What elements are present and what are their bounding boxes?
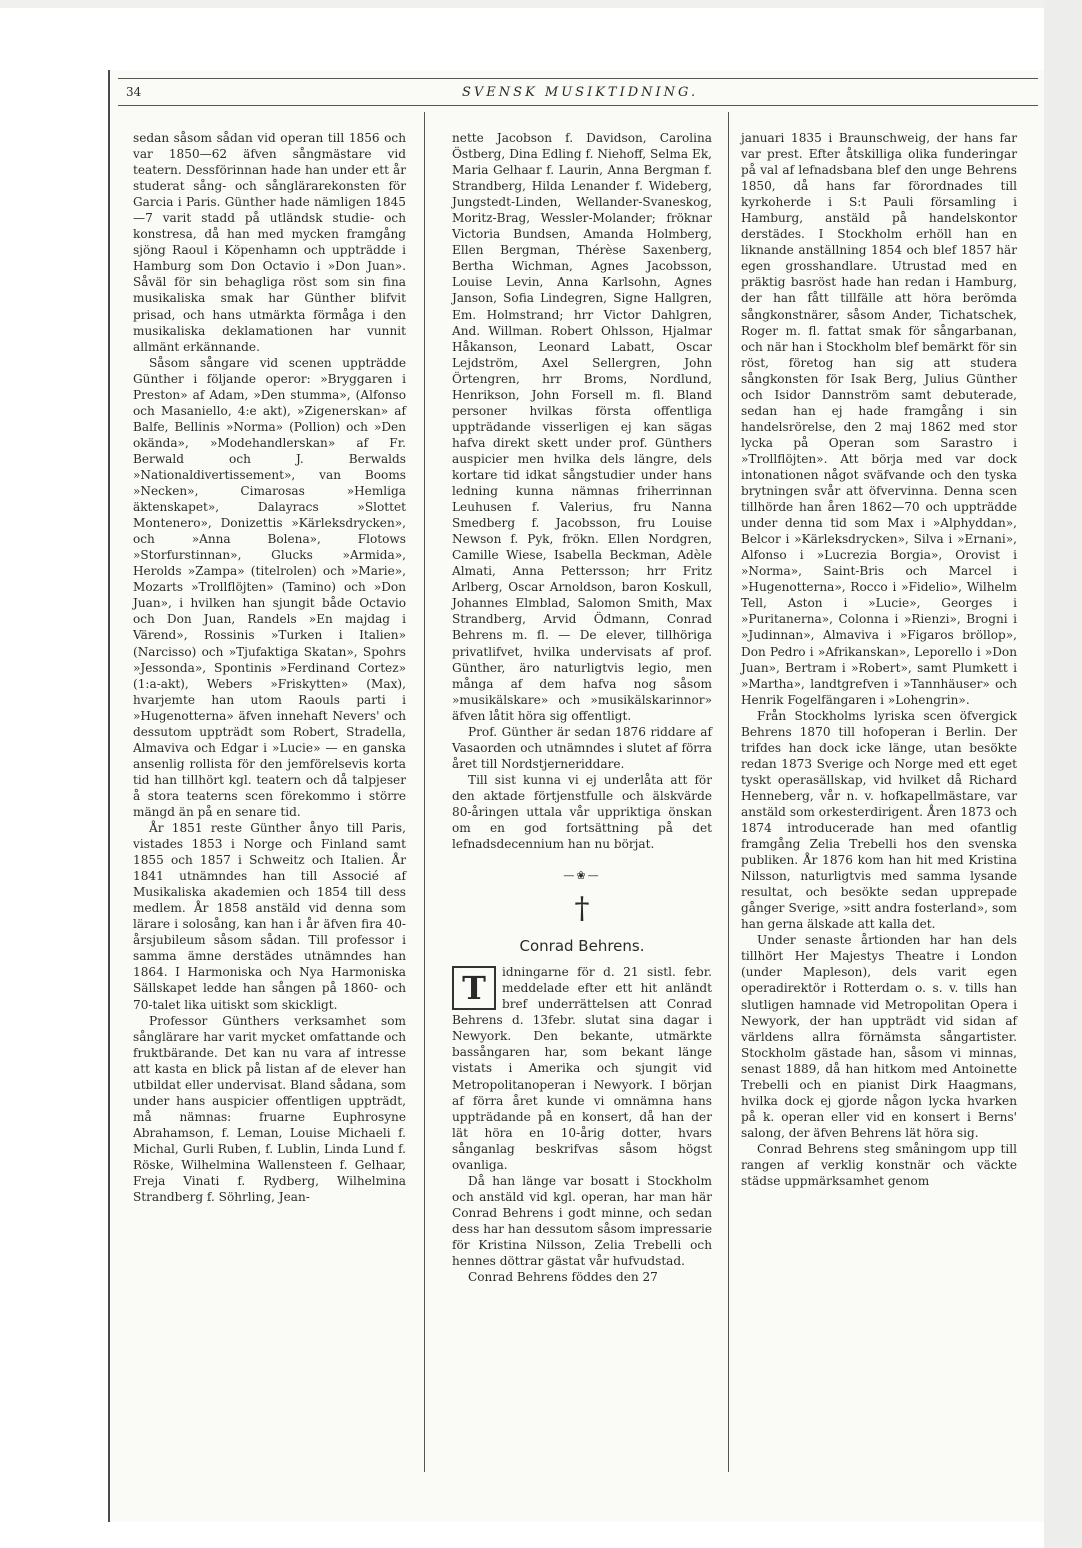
paragraph-text: idningarne för d. 21 sistl. febr. meddelade efter ett hit anländt bref underrättelsen att Conrad Behrens d. 13febr. slutat sina dagar i Newyork. Den bekante, utmärkte bassångaren har, som bekant länge vistats i Amerika och sjungit vid Metropolitanoperan i Newyork. I början af förra året kunde vi omnämna hans uppträdande på en konsert, då han der lät höra en 10-årig dotter, hvars sånganlag beskrifvas såsom högst ovanliga. xyxy=(452,965,712,1172)
paragraph: nette Jacobson f. Davidson, Carolina Östberg, Dina Edling f. Niehoff, Selma Ek, Maria Gelhaar f. Laurin, Anna Bergman f. Strandberg, Hilda Lenander f. Wideberg, Jungstedt-Linden, Wellander-Svaneskog, Moritz-Brag, Wessler-Molander; fröknar Victoria Bundsen, Amanda Holmberg, Ellen Bergman, Thérèse Saxenberg, Bertha Wichman, Agnes Jacobsson, Louise Levin, Anna Karlsohn, Agnes Janson, Sofia Lindegren, Signe Hallgren, Em. Holmstrand; hrr Victor Dahlgren, And. Willman. Robert Ohlsson, Hjalmar Håkanson, Leonard Labatt, Oscar Lejdström, Axel Sellergren, John Örtengren, hrr Broms, Nordlund, Henrikson, John Forsell m. fl. Bland personer hvilkas första offentliga uppträdande visserligen ej kan sägas hafva direkt skett under prof. Günthers auspicier men hvilka dels längre, dels kortare tid idkat sångstudier under hans ledning kunna nämnas friherrinnan Leuhusen f. Valerius, fru Nanna Smedberg f. Jacobsson, fru Louise Newson f. Pyk, frökn. Ellen Nordgren, Camille Wiese, Isabella Beckman, Adèle Almati, Anna Pettersson; hrr Fritz Arlberg, Oscar Arnoldson, baron Koskull, Johannes Elmblad, Salomon Smith, Max Strandberg, Arvid Ödmann, Conrad Behrens m. fl. — De elever, tillhöriga privatlifvet, hvilka undervisats af prof. Günther, äro naturligtvis legio, men många af dem hafva nog såsom »musikälskare» och »musikälskarinnor» äfven låtit höra sig offentligt. xyxy=(452,131,712,723)
dropcap-initial: T xyxy=(452,966,496,1010)
paragraph: Conrad Behrens föddes den 27 xyxy=(468,1270,658,1285)
paragraph: Conrad Behrens steg småningom upp till rangen af verklig konstnär och väckte städse uppmärksamhet genom xyxy=(741,1141,1017,1189)
page-header xyxy=(118,78,1038,106)
section-ornament: —❀— xyxy=(563,869,601,883)
paragraph: Professor Günthers verksamhet som sånglärare har varit mycket omfattande och fruktbärande. Det kan nu vara af intresse att kasta en blick på listan af de elever han utbildat eller undervisat. Bland sådana, som under hans auspicier offentligen uppträdt, må nämnas: fruarne Euphrosyne Abrahamson, f. Leman, Louise Michaeli f. Michal, Gurli Ruben, f. Lublin, Linda Lund f. Röske, Wilhelmina Wallensteen f. Gelhaar, Freja Vinati f. Rydberg, Wilhelmina Strandberg f. Söhrling, Jean- xyxy=(133,1013,406,1205)
scan-right-margin xyxy=(1044,0,1082,1548)
column-divider xyxy=(728,112,729,1472)
paragraph: sedan såsom sådan vid operan till 1856 och var 1850—62 äfven sångmästare vid teatern. Dessförinnan hade han under ett år studerat sång- och sånglärarekonsten för Garcia i Paris. Günther hade nämligen 1845—7 varit stadd på utländsk studie- och konstresa, då han med mycken framgång sjöng Raoul i Köpenhamn och uppträdde i Hamburg som Don Octavio i »Don Juan». Såväl för sin behagliga röst som sin fina musikaliska smak har Günther blifvit prisad, och hans utmärkta förmåga i den musikaliska deklamationen har vunnit allmänt erkännande. xyxy=(133,131,406,354)
paragraph: januari 1835 i Braunschweig, der hans far var prest. Efter åtskilliga olika funderingar på val af lefnadsbana blef den unge Behrens 1850, då hans far förordnades till kyrkoherde i S:t Pauli församling i Hamburg, anstäld på handelskontor derstädes. I Stockholm erhöll han en liknande anställning 1854 och blef 1857 här egen grosshandlare. Utrustad med en präktig basröst hade han redan i Hamburg, der han fått tillfälle att höra berömda sångkonstnärer, såsom Ander, Tichatschek, Roger m. fl. fattat smak för sångarbanan, och när han i Stockholm blef bemärkt för sin röst, företog han sig att studera sångkonsten för Isak Berg, Julius Günther och Isidor Dannström samt debuterade, sedan han ej hade framgång i sin handelsrörelse, den 2 maj 1862 med stor lycka på Operan som Sarastro i »Trollflöjten». Att börja med var dock intonationen något sväfvande och den tyska brytningen svår att öfvervinna. Denna scen tillhörde han åren 1862—70 och uppträdde under denna tid som Max i »Alphyddan», Belcor i »Kärleksdrycken», Silva i »Ernani», Alfonso i »Lucrezia Borgia», Orovist i »Norma», Saint-Bris och Marcel i »Hugenotterna», Rocco i »Fidelio», Wilhelm Tell, Aston i »Lucie», Georges i »Puritanerna», Colonna i »Rienzi», Brogni i »Judinnan», Almaviva i »Figaros bröllop», Don Pedro i »Afrikanskan», Leporello i »Don Juan», Bertram i »Robert», samt Plumkett i »Martha», landtgrefven i »Tannhäuser» och Henrik Fogelfängaren i »Lohengrin». xyxy=(741,131,1017,707)
paragraph: Till sist kunna vi ej underlåta att för den aktade förtjenstfulle och älskvärde 80-åringen uttala vår uppriktiga önskan om en god fortsättning på det lefnadsdecennium han nu börjat. xyxy=(452,772,712,852)
paragraph: Under senaste årtionden har han dels tillhört Her Majestys Theatre i London (under Mapleson), dels varit egen operadirektör i Rotterdam o. s. v. tills han slutligen hamnade vid Metropolitan Opera i Newyork, der han uppträdt vid sidan af världens allra förnämsta sångartister. Stockholm gästade han, såsom vi minnas, senast 1889, då han hitkom med Antoinette Trebelli och en pianist Dirk Haagmans, hvilka dock ej gjorde någon lycka hvarken på k. operan eller vid en konsert i Berns' salong, der äfven Behrens lät höra sig. xyxy=(741,933,1017,1140)
column-left xyxy=(133,130,406,1510)
column-right xyxy=(741,130,1017,1510)
paragraph: Då han länge var bosatt i Stockholm och anstäld vid kgl. operan, har man här Conrad Behrens i godt minne, och sedan dess har han dessutom såsom impressarie för Kristina Nilsson, Zelia Trebelli och hennes döttrar gästat vår hufvudstad. xyxy=(452,1173,712,1269)
column-middle xyxy=(452,130,712,1510)
paragraph: Prof. Günther är sedan 1876 riddare af Vasaorden och utnämndes i slutet af förra året till Nordstjerneriddare. xyxy=(452,724,712,771)
paragraph: Såsom sångare vid scenen uppträdde Günther i följande operor: »Bryggaren i Preston» af Adam, »Den stumma», (Alfonso och Masaniello, 4:e akt), »Zigenerskan» af Balfe, Bellinis »Norma» (Pollion) och »Den okända», »Modehandlerskan» af Fr. Berwald och J. Berwalds »Nationaldivertissement», van Booms »Necken», Cimarosas »Hemliga äktenskapet», Dalayracs »Slottet Montenero», Donizettis »Kärleksdrycken», och »Anna Bolena», Flotows »Storfurstinnan», Glucks »Armida», Herolds »Zampa» (titelrolen) och »Marie», Mozarts »Trollflöjten» (Tamino) och »Don Juan», i hvilken han sjungit både Octavio och Don Juan, Randels »En majdag i Värend», Rossinis »Turken i Italien» (Narcisso) och »Tjufaktiga Skatan», Spohrs »Jessonda», Spontinis »Ferdinand Cortez» (1:a-akt), Webers »Friskytten» (Max), hvarjemte han utom Raouls parti i »Hugenotterna» äfven innehaft Nevers' och dessutom uppträdt som Robert, Stradella, Almaviva och Edgar i »Lucie» — en ganska ansenlig rollista för den jemförelsevis korta tid han tillhört kgl. teatern och då talpjeser å stora teaterns scen förekommo i större mängd än på en senare tid. xyxy=(133,355,406,819)
obituary-title: Conrad Behrens. xyxy=(519,937,645,956)
scan-top-strip xyxy=(0,0,1082,8)
paragraph: Från Stockholms lyriska scen öfvergick Behrens 1870 till hofoperan i Berlin. Der trifdes han dock icke länge, utan besökte redan 1873 Sverige och Norge med ett eget tyskt operasällskap, vid hvilket då Richard Henneberg, vår n. v. hofkapellmästare, var anstäld som orkesterdirigent. Åren 1873 och 1874 introducerade han med ofantlig framgång Zelia Trebelli hos den svenska publiken. År 1876 kom han hit med Kristina Nilsson, naturligtvis med samma lysande resultat, och besökte sedan upprepade gånger Sverige, »sitt andra fosterland», som han gerna älskade att kalla det. xyxy=(741,708,1017,932)
obituary-first-paragraph xyxy=(452,964,712,1173)
cross-icon: † xyxy=(574,891,590,927)
page-number: 34 xyxy=(126,85,142,99)
journal-title: SVENSK MUSIKTIDNING. xyxy=(462,85,699,100)
column-divider xyxy=(424,112,425,1472)
paragraph: År 1851 reste Günther ånyo till Paris, vistades 1853 i Norge och Finland samt 1855 och 1857 i Schweitz och Italien. År 1841 utnämndes han till Associé af Musikaliska akademien och 1854 till dess medlem. År 1858 anstäld vid denna som lärare i solosång, kan han i år äfven fira 40-årsjubileum såsom sådan. Till professor i samma ämne derstädes utnämndes han 1864. I Harmoniska och Nya Harmoniska Sällskapet ledde han sången på 1860- och 70-talet lika uitiskt som skickligt. xyxy=(133,821,406,1012)
